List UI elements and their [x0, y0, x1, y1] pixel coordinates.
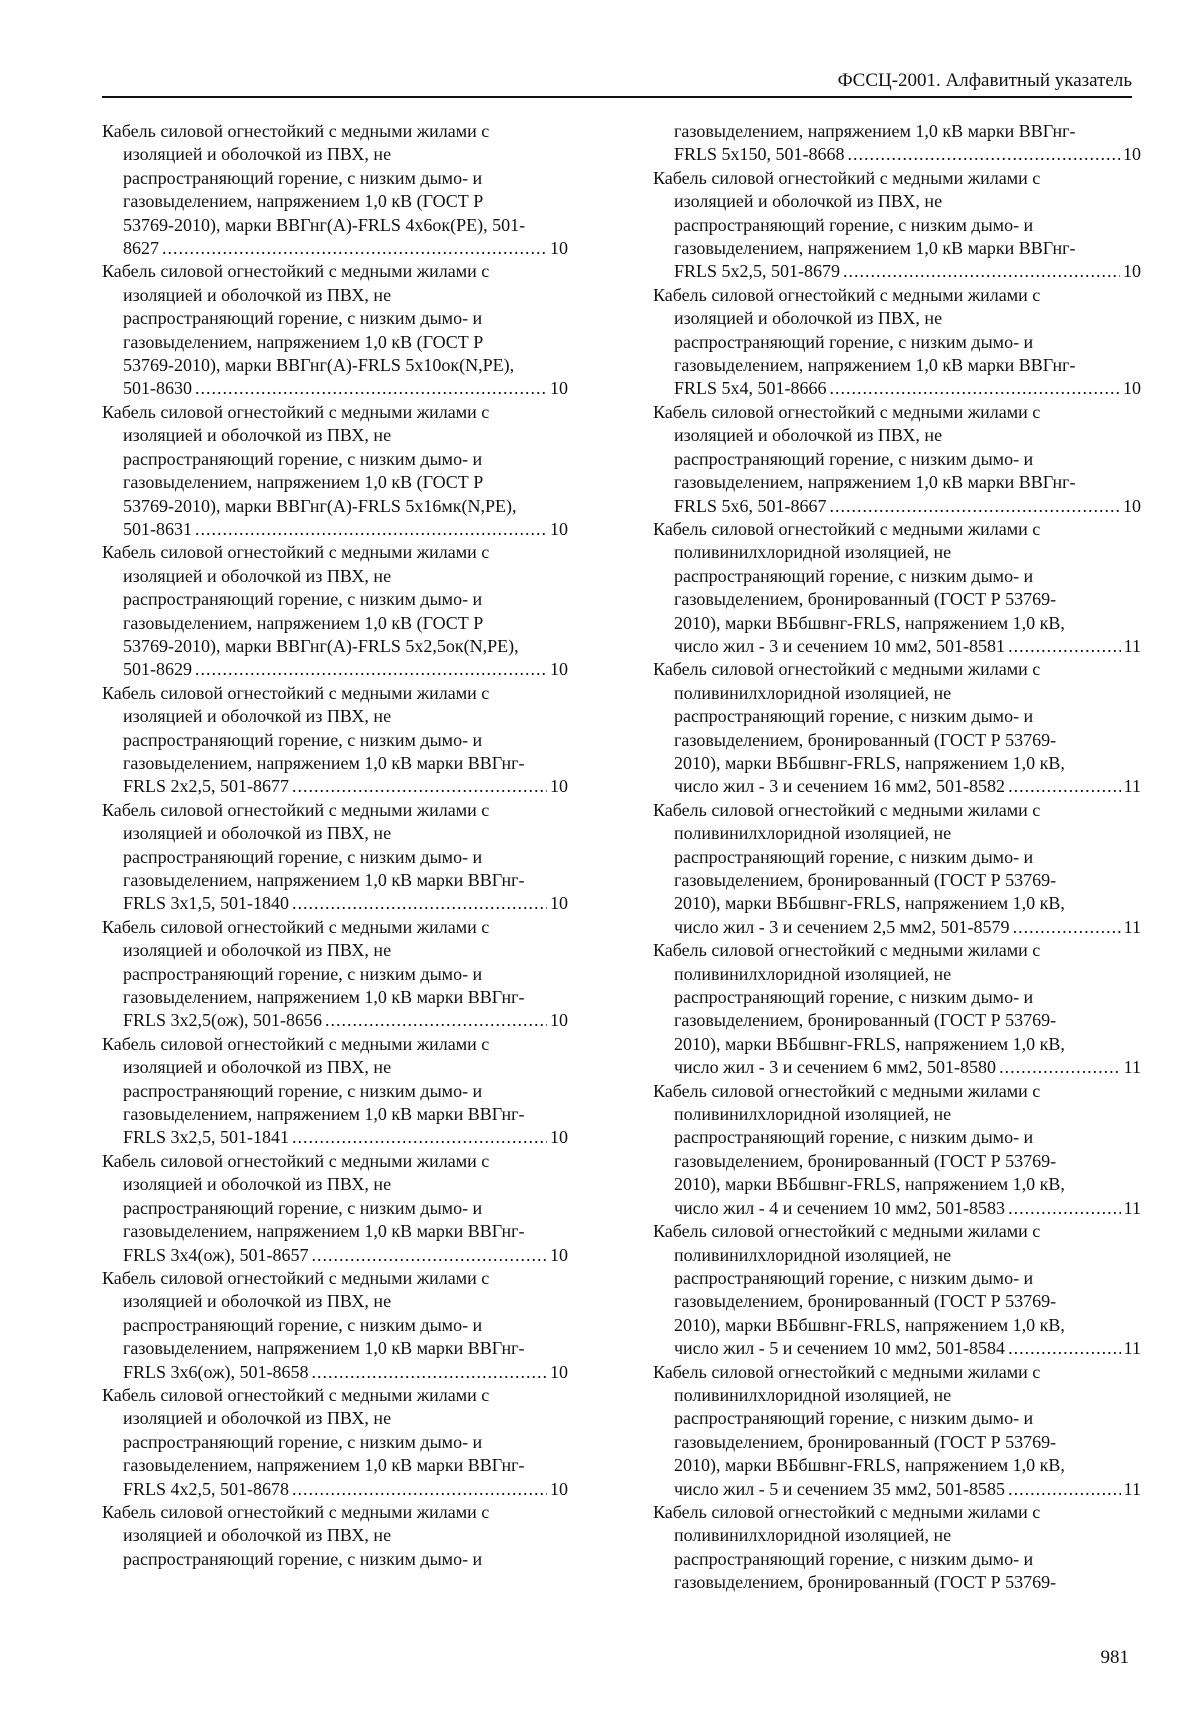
- dot-leader: [1008, 1478, 1121, 1501]
- index-entry-text: изоляцией и оболочкой из ПВХ, не: [123, 1174, 392, 1195]
- dot-leader: [999, 1056, 1121, 1079]
- index-page-ref: 10: [550, 1244, 568, 1265]
- index-entry-text: поливинилхлоридной изоляцией, не: [674, 823, 952, 844]
- index-entry-text: 2010), марки ВБбшвнг-FRLS, напряжением 1,0 кВ,: [674, 1033, 1065, 1054]
- index-entry-text: 501-8630: [123, 378, 192, 399]
- index-entry-text: 2010), марки ВБбшвнг-FRLS, напряжением 1,0 кВ,: [674, 893, 1065, 914]
- index-entry-text: Кабель силовой огнестойкий с медными жилами с: [653, 401, 1041, 422]
- index-entry-text: изоляцией и оболочкой из ПВХ, не: [123, 144, 392, 165]
- index-entry-text: FRLS 5х6, 501-8667: [674, 495, 827, 516]
- dot-leader: [848, 143, 1120, 166]
- index-entry-text: распространяющий горение, с низким дымо- и: [123, 167, 483, 188]
- index-entry: [102, 1033, 568, 1150]
- dot-leader: [292, 775, 547, 798]
- index-entry: [653, 1501, 1141, 1595]
- index-entry-text: поливинилхлоридной изоляцией, не: [674, 1104, 952, 1125]
- index-entry-text: 2010), марки ВБбшвнг-FRLS, напряжением 1,0 кВ,: [674, 1314, 1065, 1335]
- index-entry-text: Кабель силовой огнестойкий с медными жилами с: [102, 401, 490, 422]
- index-entry-text: поливинилхлоридной изоляцией, не: [674, 963, 952, 984]
- index-entry: [102, 799, 568, 916]
- index-entry-last-line: [653, 1056, 1141, 1079]
- index-page-ref: 10: [550, 378, 568, 399]
- index-entry-text: распространяющий горение, с низким дымо- и: [123, 1197, 483, 1218]
- index-entry-text: распространяющий горение, с низким дымо- и: [674, 448, 1034, 469]
- index-entry-text: Кабель силовой огнестойкий с медными жилами с: [653, 518, 1041, 539]
- index-entry: [653, 1080, 1141, 1220]
- index-entry-last-line: [102, 237, 568, 260]
- index-column-left: [102, 120, 568, 1571]
- index-entry-text: распространяющий горение, с низким дымо- и: [123, 448, 483, 469]
- index-entry-text: число жил - 3 и сечением 10 мм2, 501-8581: [674, 635, 1006, 656]
- index-entry-text: FRLS 4х2,5, 501-8678: [123, 1478, 290, 1499]
- index-entry-text: газовыделением, напряжением 1,0 кВ (ГОСТ Р: [123, 331, 484, 352]
- index-entry: [653, 1220, 1141, 1360]
- index-entry-last-line: [653, 1197, 1141, 1220]
- index-entry-text: изоляцией и оболочкой из ПВХ, не: [123, 1291, 392, 1312]
- index-entry-text: Кабель силовой огнестойкий с медными жилами с: [102, 1384, 490, 1405]
- index-entry-text: Кабель силовой огнестойкий с медными жилами с: [102, 916, 490, 937]
- index-entry-last-line: [653, 635, 1141, 658]
- index-entry-last-line: [102, 1009, 568, 1032]
- index-entry-text: распространяющий горение, с низким дымо- и: [674, 987, 1034, 1008]
- index-page-ref: 11: [1123, 776, 1141, 797]
- index-entry-text: 501-8629: [123, 659, 192, 680]
- index-entry-text: газовыделением, напряжением 1,0 кВ (ГОСТ Р: [123, 612, 484, 633]
- index-entry: [102, 916, 568, 1033]
- dot-leader: [843, 260, 1120, 283]
- index-entry-text: Кабель силовой огнестойкий с медными жилами с: [653, 167, 1041, 188]
- index-entry-text: изоляцией и оболочкой из ПВХ, не: [123, 565, 392, 586]
- dot-leader: [292, 1126, 547, 1149]
- index-entry-text: Кабель силовой огнестойкий с медными жилами с: [102, 121, 490, 141]
- dot-leader: [1008, 1337, 1121, 1360]
- index-page-ref: 11: [1123, 635, 1141, 656]
- dot-leader: [195, 518, 547, 541]
- index-entry-text: FRLS 3х2,5(ож), 501-8656: [123, 1010, 322, 1031]
- index-entry-text: газовыделением, напряжением 1,0 кВ марки ВВГнг-: [674, 121, 1076, 141]
- index-entry-text: газовыделением, напряжением 1,0 кВ марки ВВГнг-: [674, 472, 1076, 493]
- index-entry-text: поливинилхлоридной изоляцией, не: [674, 1244, 952, 1265]
- index-entry-text: число жил - 3 и сечением 6 мм2, 501-8580: [674, 1057, 997, 1078]
- index-entry-text: Кабель силовой огнестойкий с медными жилами с: [653, 284, 1041, 305]
- index-entry: [653, 939, 1141, 1079]
- index-entry-text: число жил - 4 и сечением 10 мм2, 501-8583: [674, 1197, 1006, 1218]
- index-entry-text: 2010), марки ВБбшвнг-FRLS, напряжением 1,0 кВ,: [674, 1455, 1065, 1476]
- index-entry-text: поливинилхлоридной изоляцией, не: [674, 1525, 952, 1546]
- index-entry-text: газовыделением, бронированный (ГОСТ Р 53769-: [674, 1572, 1057, 1593]
- index-entry-text: распространяющий горение, с низким дымо- и: [674, 846, 1034, 867]
- index-entry-text: FRLS 5х2,5, 501-8679: [674, 261, 841, 282]
- index-entry-text: распространяющий горение, с низким дымо- и: [674, 565, 1034, 586]
- index-page-ref: 10: [550, 1478, 568, 1499]
- index-entry-text: FRLS 3х4(ож), 501-8657: [123, 1244, 309, 1265]
- index-page-ref: 10: [550, 238, 568, 259]
- index-entry-text: 8627: [123, 238, 159, 259]
- index-entry-last-line: [102, 1126, 568, 1149]
- index-entry: [653, 658, 1141, 798]
- index-entry-text: FRLS 3х2,5, 501-1841: [123, 1127, 290, 1148]
- running-header: [102, 66, 1132, 98]
- index-entry-last-line: [102, 775, 568, 798]
- index-entry-text: газовыделением, бронированный (ГОСТ Р 53769-: [674, 729, 1057, 750]
- index-page-ref: 10: [1123, 495, 1141, 516]
- index-entry-text: распространяющий горение, с низким дымо- и: [123, 729, 483, 750]
- index-entry: [102, 682, 568, 799]
- index-entry-text: газовыделением, напряжением 1,0 кВ марки ВВГнг-: [674, 355, 1076, 376]
- index-entry-text: изоляцией и оболочкой из ПВХ, не: [123, 284, 392, 305]
- index-entry-text: изоляцией и оболочкой из ПВХ, не: [123, 1408, 392, 1429]
- dot-leader: [292, 892, 547, 915]
- index-entry-text: изоляцией и оболочкой из ПВХ, не: [674, 425, 943, 446]
- index-entry-text: распространяющий горение, с низким дымо- и: [123, 1080, 483, 1101]
- index-entry-last-line: [653, 1478, 1141, 1501]
- index-entry-text: Кабель силовой огнестойкий с медными жилами с: [102, 1033, 490, 1054]
- index-entry-text: FRLS 2х2,5, 501-8677: [123, 776, 290, 797]
- dot-leader: [195, 658, 547, 681]
- index-entry-text: распространяющий горение, с низким дымо- и: [674, 214, 1034, 235]
- index-entry-text: число жил - 5 и сечением 10 мм2, 501-8584: [674, 1338, 1006, 1359]
- index-page-ref: 11: [1123, 1478, 1141, 1499]
- index-entry-text: Кабель силовой огнестойкий с медными жилами с: [102, 261, 490, 282]
- index-entry-last-line: [653, 775, 1141, 798]
- index-entry-last-line: [102, 1244, 568, 1267]
- dot-leader: [830, 377, 1120, 400]
- index-entry-last-line: [102, 1478, 568, 1501]
- index-entry-text: число жил - 3 и сечением 2,5 мм2, 501-8579: [674, 916, 1010, 937]
- index-entry: [653, 401, 1141, 518]
- dot-leader: [292, 1478, 547, 1501]
- index-entry-text: поливинилхлоридной изоляцией, не: [674, 542, 952, 563]
- index-entry-last-line: [653, 377, 1141, 400]
- dot-leader: [1008, 775, 1121, 798]
- index-entry-last-line: [102, 377, 568, 400]
- index-entry-last-line: [653, 143, 1141, 166]
- index-entry-text: газовыделением, напряжением 1,0 кВ марки ВВГнг-: [123, 1221, 525, 1242]
- index-entry-text: Кабель силовой огнестойкий с медными жилами с: [653, 1221, 1041, 1242]
- index-entry-last-line: [653, 495, 1141, 518]
- index-entry-text: газовыделением, бронированный (ГОСТ Р 53769-: [674, 1150, 1057, 1171]
- index-page-ref: 10: [1123, 378, 1141, 399]
- index-page-ref: 10: [550, 1010, 568, 1031]
- index-entry: [653, 167, 1141, 284]
- index-page-ref: 10: [550, 893, 568, 914]
- index-entry-text: Кабель силовой огнестойкий с медными жилами с: [102, 542, 490, 563]
- index-entry-text: распространяющий горение, с низким дымо- и: [123, 963, 483, 984]
- index-entry-text: Кабель силовой огнестойкий с медными жилами с: [653, 1501, 1041, 1522]
- index-entry: [102, 401, 568, 541]
- index-entry-text: распространяющий горение, с низким дымо- и: [674, 1408, 1034, 1429]
- index-entry: [102, 1501, 568, 1571]
- index-entry-text: изоляцией и оболочкой из ПВХ, не: [123, 706, 392, 727]
- index-entry-text: 2010), марки ВБбшвнг-FRLS, напряжением 1,0 кВ,: [674, 1174, 1065, 1195]
- index-entry-text: 2010), марки ВБбшвнг-FRLS, напряжением 1,0 кВ,: [674, 752, 1065, 773]
- dot-leader: [325, 1009, 547, 1032]
- index-entry-text: Кабель силовой огнестойкий с медными жилами с: [102, 1501, 490, 1522]
- index-entry-text: FRLS 5х4, 501-8666: [674, 378, 827, 399]
- index-page-ref: 11: [1123, 1057, 1141, 1078]
- index-entry-text: 2010), марки ВБбшвнг-FRLS, напряжением 1,0 кВ,: [674, 612, 1065, 633]
- index-entry-text: Кабель силовой огнестойкий с медными жилами с: [102, 682, 490, 703]
- index-entry-text: изоляцией и оболочкой из ПВХ, не: [123, 940, 392, 961]
- index-entry-text: Кабель силовой огнестойкий с медными жилами с: [102, 1150, 490, 1171]
- index-entry-text: газовыделением, бронированный (ГОСТ Р 53769-: [674, 1010, 1057, 1031]
- index-entry-text: распространяющий горение, с низким дымо- и: [123, 308, 483, 329]
- index-entry-text: Кабель силовой огнестойкий с медными жилами с: [653, 1080, 1041, 1101]
- index-page-ref: 10: [550, 518, 568, 539]
- index-entry-text: изоляцией и оболочкой из ПВХ, не: [674, 308, 943, 329]
- index-entry: [653, 120, 1141, 167]
- index-entry-last-line: [102, 658, 568, 681]
- dot-leader: [195, 377, 547, 400]
- index-entry-text: поливинилхлоридной изоляцией, не: [674, 682, 952, 703]
- index-entry: [653, 518, 1141, 658]
- index-entry-text: газовыделением, бронированный (ГОСТ Р 53769-: [674, 1291, 1057, 1312]
- index-entry-text: распространяющий горение, с низким дымо- и: [674, 1548, 1034, 1569]
- page-number: 981: [1100, 1647, 1129, 1668]
- index-entry: [102, 120, 568, 260]
- index-entry-text: газовыделением, напряжением 1,0 кВ марки ВВГнг-: [674, 238, 1076, 259]
- index-entry-text: Кабель силовой огнестойкий с медными жилами с: [102, 799, 490, 820]
- index-entry-text: 501-8631: [123, 518, 192, 539]
- index-entry-text: Кабель силовой огнестойкий с медными жилами с: [653, 1361, 1041, 1382]
- index-entry-text: распространяющий горение, с низким дымо- и: [123, 846, 483, 867]
- index-page-ref: 10: [550, 1361, 568, 1382]
- dot-leader: [830, 495, 1120, 518]
- index-entry-text: газовыделением, напряжением 1,0 кВ (ГОСТ Р: [123, 472, 484, 493]
- index-entry: [653, 799, 1141, 939]
- index-entry-text: газовыделением, бронированный (ГОСТ Р 53769-: [674, 870, 1057, 890]
- index-entry-text: FRLS 3х6(ож), 501-8658: [123, 1361, 309, 1382]
- index-entry-text: газовыделением, бронированный (ГОСТ Р 53769-: [674, 589, 1057, 610]
- dot-leader: [162, 237, 547, 260]
- index-entry-text: изоляцией и оболочкой из ПВХ, не: [123, 425, 392, 446]
- index-entry: [653, 1361, 1141, 1501]
- index-entry-text: Кабель силовой огнестойкий с медными жилами с: [653, 799, 1041, 820]
- index-entry-text: изоляцией и оболочкой из ПВХ, не: [123, 1525, 392, 1546]
- index-entry-text: газовыделением, напряжением 1,0 кВ марки ВВГнг-: [123, 1338, 525, 1359]
- index-entry-text: газовыделением, напряжением 1,0 кВ марки ВВГнг-: [123, 987, 525, 1008]
- index-entry-text: газовыделением, напряжением 1,0 кВ марки ВВГнг-: [123, 752, 525, 773]
- index-page-ref: 10: [550, 776, 568, 797]
- dot-leader: [1008, 635, 1121, 658]
- index-entry-text: распространяющий горение, с низким дымо- и: [674, 1127, 1034, 1148]
- index-entry-last-line: [653, 1337, 1141, 1360]
- index-entry-text: 53769-2010), марки ВВГнг(А)-FRLS 5х16мк(N,PE),: [123, 495, 517, 516]
- index-page-ref: 11: [1123, 1338, 1141, 1359]
- index-entry-text: FRLS 3х1,5, 501-1840: [123, 893, 290, 914]
- index-entry-text: 53769-2010), марки ВВГнг(А)-FRLS 5х2,5ок(N,PE),: [123, 635, 519, 656]
- index-column-right: [653, 120, 1141, 1595]
- index-entry-text: число жил - 3 и сечением 16 мм2, 501-8582: [674, 776, 1006, 797]
- index-entry-text: Кабель силовой огнестойкий с медными жилами с: [653, 940, 1041, 961]
- index-entry-text: распространяющий горение, с низким дымо- и: [123, 589, 483, 610]
- index-entry-text: FRLS 5х150, 501-8668: [674, 144, 845, 165]
- index-entry-text: газовыделением, бронированный (ГОСТ Р 53769-: [674, 1431, 1057, 1452]
- index-entry-last-line: [102, 892, 568, 915]
- index-entry-text: 53769-2010), марки ВВГнг(А)-FRLS 4х6ок(PE), 501-: [123, 214, 526, 235]
- index-entry-text: Кабель силовой огнестойкий с медными жилами с: [653, 659, 1041, 680]
- index-page-ref: 10: [1123, 261, 1141, 282]
- dot-leader: [1013, 916, 1121, 939]
- index-entry-text: газовыделением, напряжением 1,0 кВ марки ВВГнг-: [123, 1455, 525, 1476]
- index-entry-text: распространяющий горение, с низким дымо- и: [123, 1314, 483, 1335]
- index-entry-text: Кабель силовой огнестойкий с медными жилами с: [102, 1267, 490, 1288]
- index-page-ref: 11: [1123, 1197, 1141, 1218]
- index-entry-text: 53769-2010), марки ВВГнг(А)-FRLS 5х10ок(N,PE),: [123, 355, 515, 376]
- header-title: ФССЦ-2001. Алфавитный указатель: [837, 70, 1132, 91]
- index-entry: [102, 541, 568, 681]
- index-entry-text: распространяющий горение, с низким дымо- и: [123, 1548, 483, 1569]
- index-entry-text: газовыделением, напряжением 1,0 кВ марки ВВГнг-: [123, 870, 525, 890]
- index-entry-last-line: [102, 518, 568, 541]
- index-entry-text: число жил - 5 и сечением 35 мм2, 501-8585: [674, 1478, 1006, 1499]
- dot-leader: [312, 1244, 548, 1267]
- index-entry-text: распространяющий горение, с низким дымо- и: [674, 331, 1034, 352]
- index-entry-text: изоляцией и оболочкой из ПВХ, не: [674, 191, 943, 212]
- index-entry-text: распространяющий горение, с низким дымо- и: [674, 706, 1034, 727]
- index-entry: [102, 260, 568, 400]
- index-page-ref: 10: [550, 1127, 568, 1148]
- index-entry: [653, 284, 1141, 401]
- index-entry-text: газовыделением, напряжением 1,0 кВ марки ВВГнг-: [123, 1104, 525, 1125]
- index-entry: [102, 1150, 568, 1267]
- index-entry-text: распространяющий горение, с низким дымо- и: [674, 1267, 1034, 1288]
- index-page-ref: 10: [1123, 144, 1141, 165]
- index-entry: [102, 1267, 568, 1384]
- index-entry-text: изоляцией и оболочкой из ПВХ, не: [123, 1057, 392, 1078]
- index-entry-text: поливинилхлоридной изоляцией, не: [674, 1384, 952, 1405]
- index-entry-last-line: [102, 1361, 568, 1384]
- index-entry: [102, 1384, 568, 1501]
- index-page-ref: 11: [1123, 916, 1141, 937]
- index-entry-last-line: [653, 916, 1141, 939]
- index-page-ref: 10: [550, 659, 568, 680]
- index-entry-text: распространяющий горение, с низким дымо- и: [123, 1431, 483, 1452]
- index-entry-text: газовыделением, напряжением 1,0 кВ (ГОСТ Р: [123, 191, 484, 212]
- index-entry-text: изоляцией и оболочкой из ПВХ, не: [123, 823, 392, 844]
- dot-leader: [312, 1361, 548, 1384]
- dot-leader: [1008, 1197, 1121, 1220]
- index-entry-last-line: [653, 260, 1141, 283]
